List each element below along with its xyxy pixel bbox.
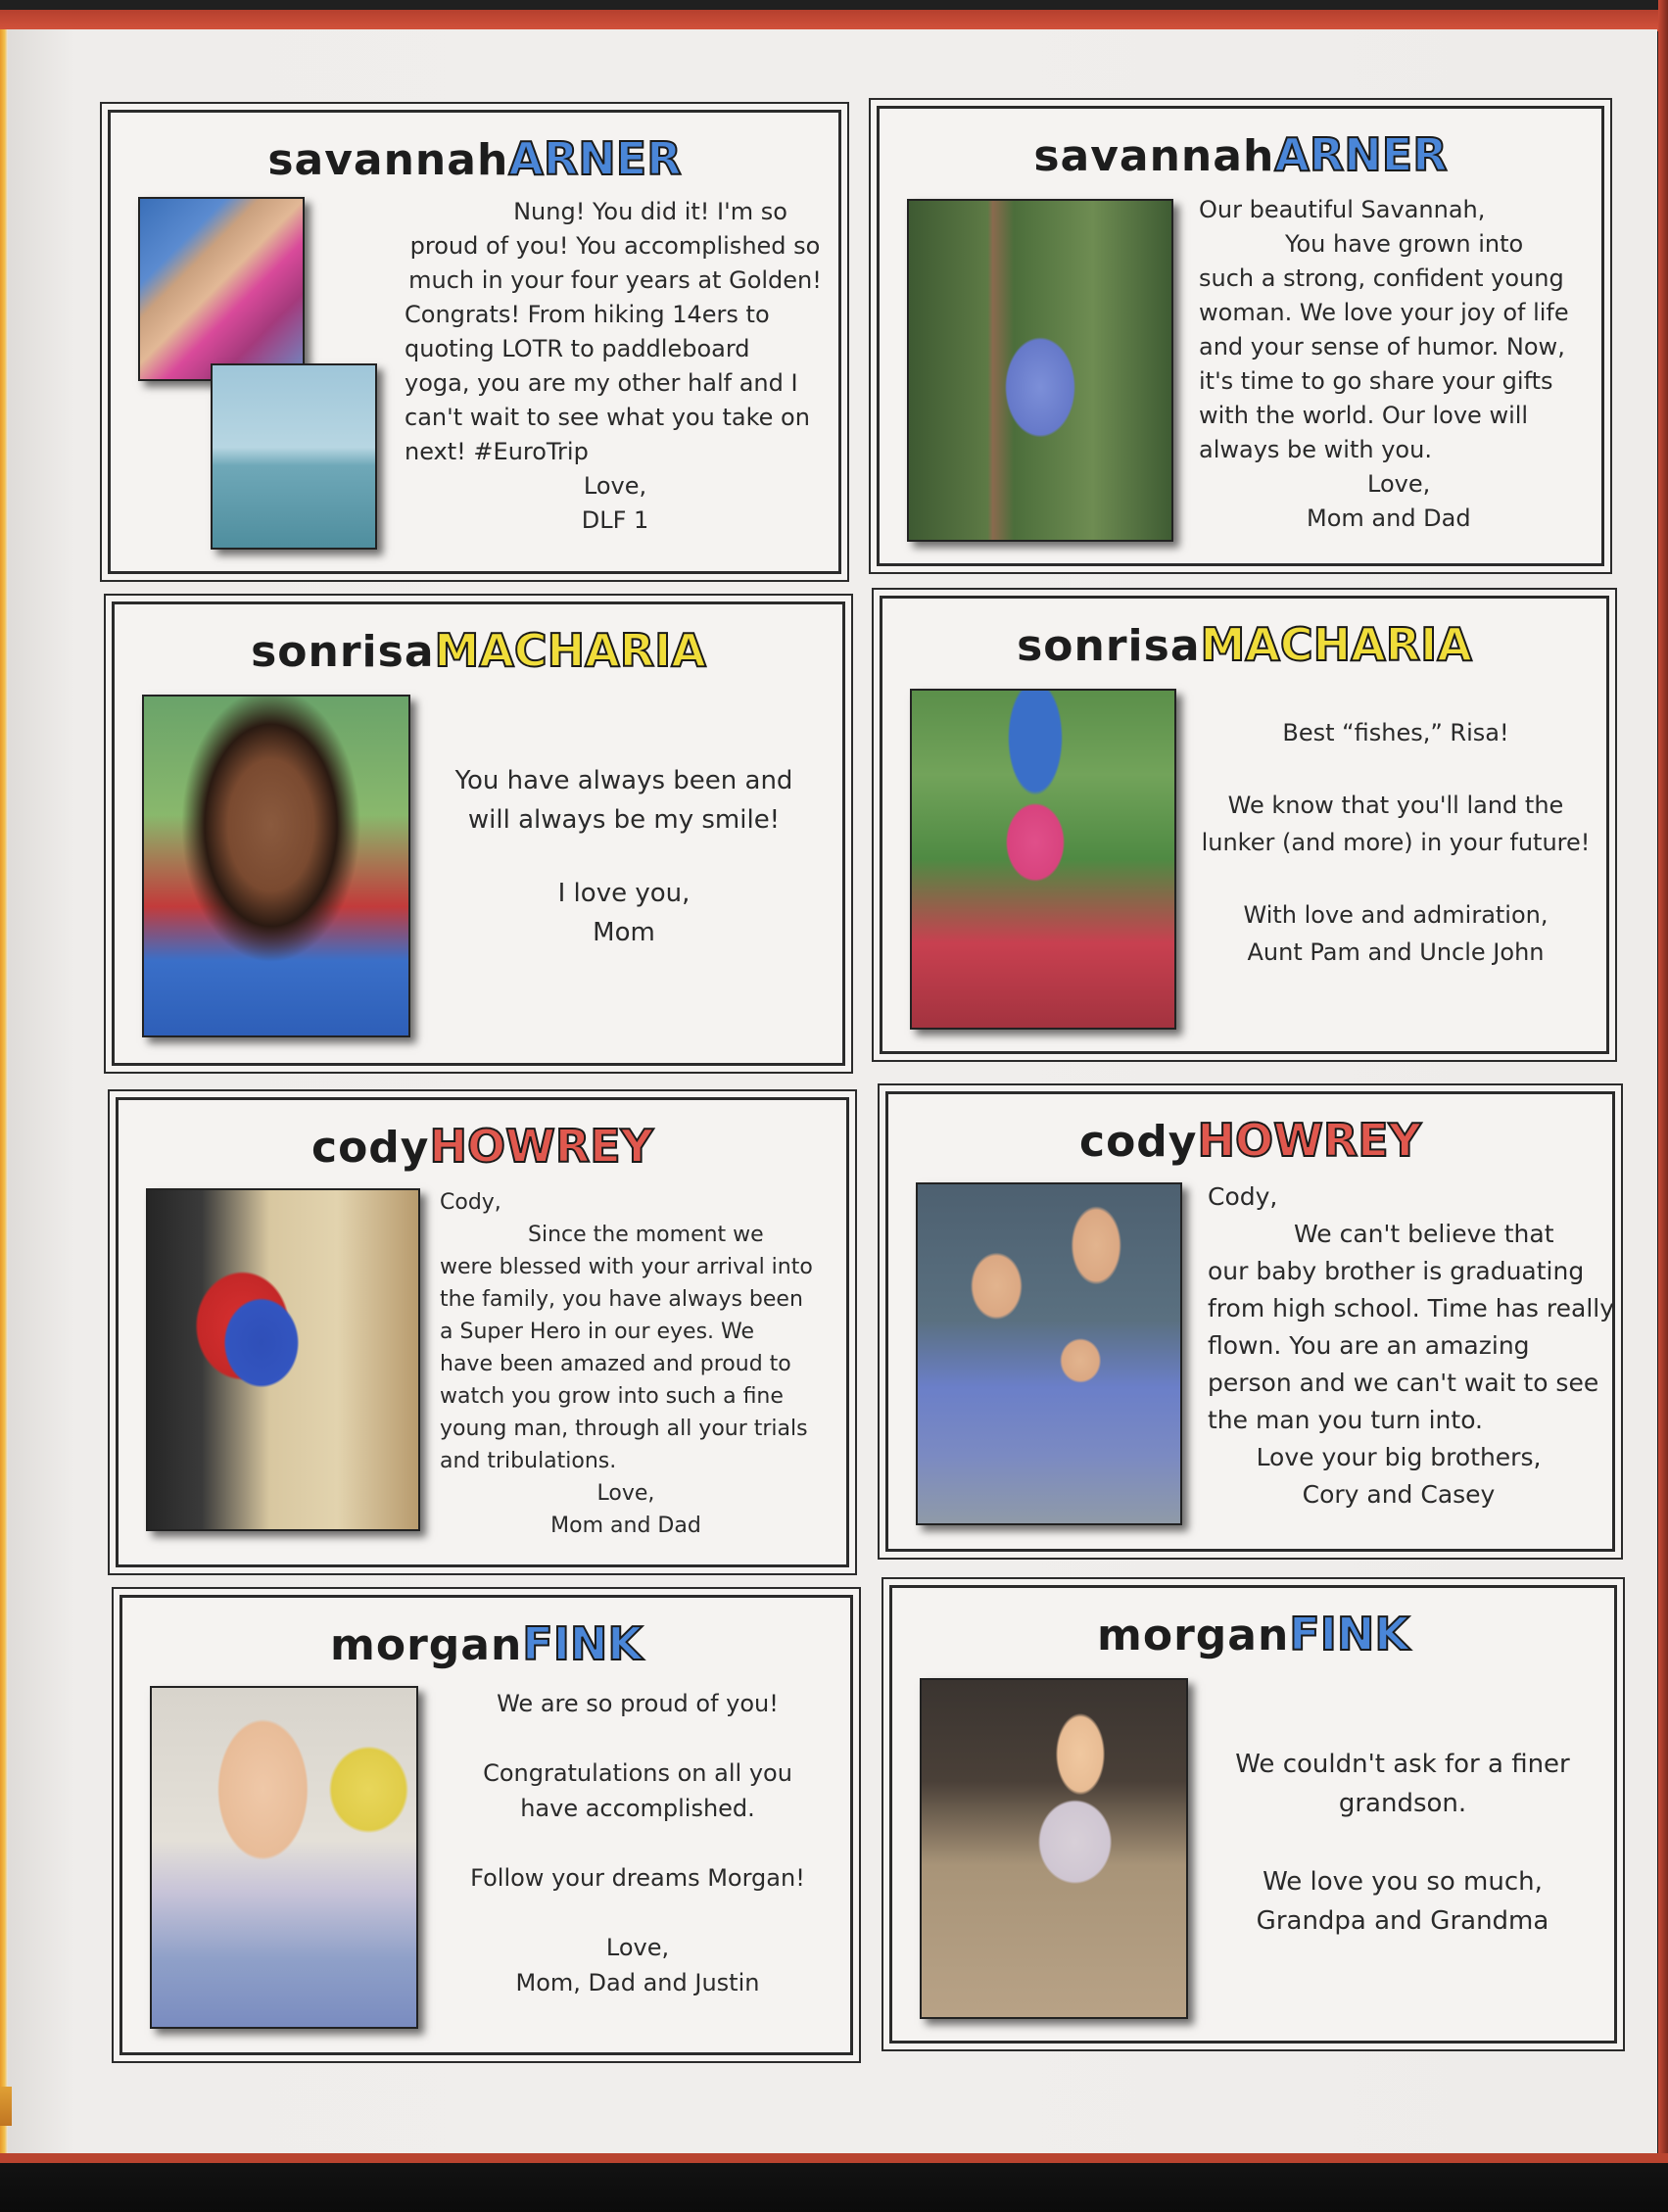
message-line: much in your four years at Golden! (408, 266, 822, 294)
message-closing: Love, (1367, 470, 1431, 498)
ad-card-sonrisa-macharia-1 (112, 601, 845, 1066)
message-line: from high school. Time has really (1208, 1294, 1615, 1322)
first-name: morgan (330, 1620, 523, 1670)
last-name: FINK (522, 1617, 643, 1670)
message-line: Best “fishes,” Risa! (1282, 719, 1509, 746)
page-spine (0, 29, 8, 2157)
message-line: yoga, you are my other half and I (405, 369, 798, 397)
message-line: lunker (and more) in your future! (1201, 829, 1591, 856)
message-line: the man you turn into. (1208, 1406, 1483, 1434)
ad-title (882, 620, 1606, 671)
message-line: such a strong, confident young (1199, 264, 1564, 292)
ad-card-cody-howrey-2 (885, 1091, 1615, 1552)
ad-title (111, 134, 838, 185)
message-line: Follow your dreams Morgan! (470, 1864, 805, 1892)
message-line: our baby brother is graduating (1208, 1257, 1585, 1285)
last-name: ARNER (508, 132, 682, 185)
ad-card-morgan-fink-1 (119, 1595, 853, 2055)
top-edge (0, 0, 1668, 31)
right-edge (1658, 0, 1668, 2212)
message-greeting: Our beautiful Savannah, (1199, 196, 1486, 223)
last-name: MACHARIA (1200, 618, 1472, 671)
ad-title (880, 130, 1601, 181)
ad-message (1200, 714, 1592, 971)
photo-girls-water (211, 363, 377, 550)
message-signature: Mom (593, 918, 655, 947)
message-line: grandson. (1338, 1789, 1467, 1818)
message-line: Congratulations on all you (483, 1759, 792, 1787)
message-line: We are so proud of you! (497, 1690, 779, 1717)
ad-message (1208, 1178, 1615, 1514)
message-closing: With love and admiration, (1243, 901, 1549, 929)
ad-title (115, 626, 842, 677)
message-line: the family, you have always been (440, 1287, 803, 1312)
message-closing: Love, (583, 472, 647, 500)
first-name: savannah (267, 135, 509, 185)
ad-message (1199, 193, 1591, 536)
message-signature: Aunt Pam and Uncle John (1247, 938, 1545, 966)
message-line: can't wait to see what you take on (405, 404, 810, 431)
message-line: were blessed with your arrival into (440, 1255, 813, 1279)
message-signature: Cory and Casey (1302, 1480, 1496, 1509)
message-line: watch you grow into such a fine (440, 1384, 784, 1409)
message-greeting: Cody, (440, 1190, 501, 1215)
ad-message (1202, 1745, 1603, 1941)
message-signature: Grandpa and Grandma (1256, 1906, 1549, 1936)
photo-toddler-flag (920, 1678, 1188, 2019)
first-name: savannah (1033, 131, 1275, 181)
message-line: flown. You are an amazing (1208, 1331, 1530, 1360)
first-name: sonrisa (251, 627, 435, 677)
message-closing: Love, (605, 1934, 670, 1961)
message-line: Since the moment we (528, 1223, 764, 1247)
photo-child-fishing (910, 689, 1176, 1030)
ad-card-cody-howrey-1 (116, 1097, 849, 1567)
message-line: it's time to go share your gifts (1199, 367, 1553, 395)
first-name: morgan (1097, 1611, 1290, 1660)
message-line: You have always been and (454, 766, 793, 795)
message-line: Nung! You did it! I'm so (513, 198, 787, 225)
first-name: sonrisa (1017, 621, 1201, 671)
message-line: and tribulations. (440, 1449, 617, 1473)
last-name: MACHARIA (434, 624, 706, 677)
message-closing: Love your big brothers, (1256, 1443, 1542, 1471)
ad-card-sonrisa-macharia-2 (880, 596, 1609, 1054)
message-line: have accomplished. (520, 1795, 755, 1822)
last-name: HOWREY (429, 1120, 653, 1173)
message-line: person and we can't wait to see (1208, 1369, 1599, 1397)
bottom-edge (0, 2153, 1668, 2212)
photo-superhero-toddler (146, 1188, 420, 1531)
photo-baby (150, 1686, 418, 2029)
message-line: always be with you. (1199, 436, 1432, 463)
ad-card-morgan-fink-2 (889, 1585, 1617, 2044)
photo-girls-helmet (138, 197, 305, 381)
first-name: cody (1079, 1117, 1198, 1167)
ad-card-savannah-arner-1 (108, 110, 841, 574)
photo-three-brothers (916, 1182, 1182, 1525)
message-line: woman. We love your joy of life (1199, 299, 1569, 326)
last-name: HOWREY (1197, 1114, 1421, 1167)
message-greeting: Cody, (1208, 1182, 1278, 1211)
message-line: will always be my smile! (467, 805, 781, 835)
ad-title (122, 1619, 850, 1670)
message-line: We know that you'll land the (1227, 792, 1564, 819)
ad-message (440, 1186, 832, 1542)
message-line: proud of you! You accomplished so (409, 232, 821, 260)
ad-message (428, 761, 820, 952)
message-signature: Mom, Dad and Justin (515, 1969, 760, 1996)
message-signature: Mom and Dad (550, 1514, 701, 1538)
message-line: young man, through all your trials (440, 1417, 808, 1441)
message-line: and your sense of humor. Now, (1199, 333, 1565, 361)
first-name: cody (311, 1123, 430, 1173)
message-line: quoting LOTR to paddleboard (405, 335, 750, 362)
ad-title (119, 1122, 846, 1173)
message-closing: Love, (596, 1481, 655, 1506)
message-line: have been amazed and proud to (440, 1352, 791, 1376)
ad-title (888, 1116, 1612, 1167)
message-signature: Mom and Dad (1307, 505, 1471, 532)
last-name: ARNER (1274, 128, 1448, 181)
message-line: You have grown into (1285, 230, 1524, 258)
message-line: a Super Hero in our eyes. We (440, 1320, 755, 1344)
message-line: Congrats! From hiking 14ers to (405, 301, 770, 328)
photo-toddler-smile (142, 695, 410, 1037)
ad-message (405, 195, 826, 538)
message-closing: I love you, (557, 879, 691, 908)
message-line: We can't believe that (1294, 1220, 1554, 1248)
ad-title (892, 1610, 1614, 1660)
spine-mark (0, 2087, 12, 2126)
ad-message (432, 1686, 843, 2000)
message-closing: We love you so much, (1263, 1867, 1543, 1897)
message-line: next! #EuroTrip (405, 438, 589, 465)
ad-card-savannah-arner-2 (877, 106, 1604, 566)
message-line: We couldn't ask for a finer (1235, 1750, 1570, 1779)
message-signature: DLF 1 (581, 506, 649, 534)
last-name: FINK (1289, 1608, 1409, 1660)
photo-girl-blue-dress (907, 199, 1173, 542)
message-line: with the world. Our love will (1199, 402, 1529, 429)
